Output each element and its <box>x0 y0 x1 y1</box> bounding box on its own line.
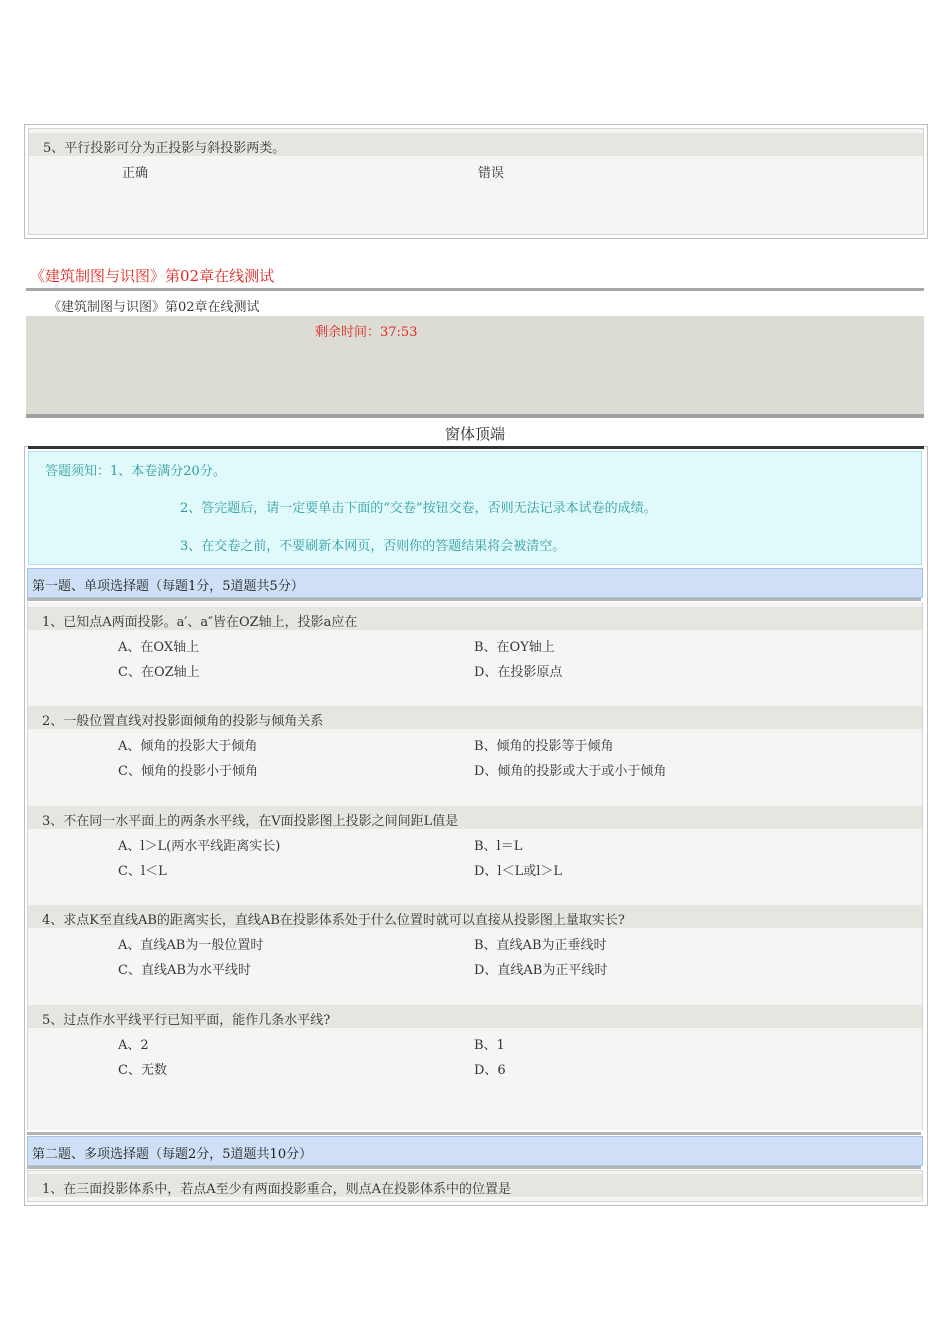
option-c[interactable]: C、直线AB为水平线时 <box>118 963 251 978</box>
option-b[interactable]: B、倾角的投影等于倾角 <box>474 739 614 754</box>
instruction-line-2: 2、答完题后，请一定要单击下面的“交卷”按钮交卷，否则无法记录本试卷的成绩。 <box>180 501 657 516</box>
option-b[interactable]: B、l＝L <box>474 839 523 854</box>
form-top-line <box>28 446 924 449</box>
section-header-multiple-choice <box>27 1136 923 1166</box>
question-header <box>28 806 922 829</box>
question-header <box>28 706 922 729</box>
option-c[interactable]: C、在OZ轴上 <box>118 665 200 680</box>
option-c[interactable]: C、l＜L <box>118 864 167 879</box>
option-a[interactable]: A、在OX轴上 <box>118 640 200 655</box>
option-a[interactable]: A、倾角的投影大于倾角 <box>118 739 258 754</box>
option-a[interactable]: A、2 <box>118 1038 149 1053</box>
instruction-line-3: 3、在交卷之前，不要刷新本网页，否则你的答题结果将会被清空。 <box>180 539 566 554</box>
option-d[interactable]: D、在投影原点 <box>474 665 563 680</box>
section-header-single-choice <box>27 568 923 598</box>
question-text: 1、在三面投影体系中，若点A至少有两面投影重合，则点A在投影体系中的位置是 <box>42 1182 512 1197</box>
option-b[interactable]: B、直线AB为正垂线时 <box>474 938 607 953</box>
question-list <box>27 1170 923 1202</box>
question-text: 1、已知点A两面投影。a′、a″皆在OZ轴上，投影a应在 <box>42 615 358 630</box>
question-header <box>28 1174 922 1197</box>
option-d[interactable]: D、l＜L或l＞L <box>474 864 563 879</box>
form-top-label: 窗体顶端 <box>444 425 505 443</box>
question-header <box>29 133 923 156</box>
option-d[interactable]: D、倾角的投影或大于或小于倾角 <box>474 764 667 779</box>
timer-divider <box>26 414 924 418</box>
option-d[interactable]: D、直线AB为正平线时 <box>474 963 608 978</box>
heading-divider <box>26 288 924 291</box>
remaining-time: 剩余时间：37:53 <box>315 325 418 340</box>
option-b[interactable]: B、1 <box>474 1038 505 1053</box>
section-title: 第二题、多项选择题（每题2分，5道题共10分） <box>32 1147 313 1162</box>
question-text: 4、求点K至直线AB的距离实长，直线AB在投影体系处于什么位置时就可以直接从投影图上量取实长? <box>42 913 625 928</box>
question-header <box>28 1005 922 1028</box>
option-false[interactable]: 错误 <box>478 166 505 181</box>
section-divider <box>27 1166 921 1169</box>
option-c[interactable]: C、倾角的投影小于倾角 <box>118 764 258 779</box>
section-divider <box>27 598 921 601</box>
question-list <box>27 602 923 1130</box>
previous-question-inner <box>28 128 924 235</box>
instructions-panel <box>28 451 922 565</box>
timer-panel <box>26 316 924 415</box>
page-title: 《建筑制图与识图》第02章在线测试 <box>30 267 275 285</box>
question-text: 2、一般位置直线对投影面倾角的投影与倾角关系 <box>42 714 324 729</box>
previous-question-box <box>24 124 928 239</box>
instruction-line-1: 答题须知：1、本卷满分20分。 <box>45 464 226 479</box>
question-text: 3、不在同一水平面上的两条水平线，在V面投影图上投影之间间距L值是 <box>42 814 459 829</box>
option-a[interactable]: A、l＞L(两水平线距离实长) <box>118 839 281 854</box>
question-text: 5、平行投影可分为正投影与斜投影两类。 <box>43 141 286 156</box>
question-header <box>28 905 922 928</box>
question-text: 5、过点作水平线平行已知平面，能作几条水平线? <box>42 1013 331 1028</box>
option-true[interactable]: 正确 <box>122 166 149 181</box>
option-a[interactable]: A、直线AB为一般位置时 <box>118 938 264 953</box>
option-d[interactable]: D、6 <box>474 1063 506 1078</box>
option-b[interactable]: B、在OY轴上 <box>474 640 555 655</box>
section-divider <box>27 1132 921 1135</box>
question-header <box>28 607 922 630</box>
section-title: 第一题、单项选择题（每题1分，5道题共5分） <box>32 579 304 594</box>
test-subtitle: 《建筑制图与识图》第02章在线测试 <box>48 300 260 315</box>
option-c[interactable]: C、无数 <box>118 1063 167 1078</box>
